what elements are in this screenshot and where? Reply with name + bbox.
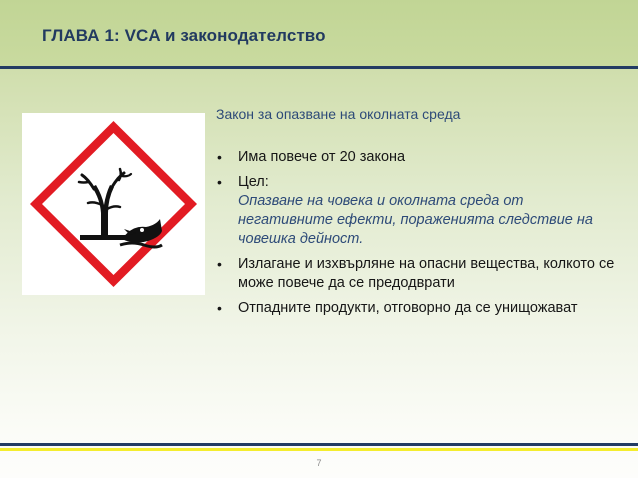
content-subtitle: Закон за опазване на околната среда	[216, 106, 461, 122]
list-item	[216, 299, 616, 318]
bullet-icon: •	[217, 149, 222, 165]
bullet-icon: •	[217, 300, 222, 316]
footer-divider-blue	[0, 443, 638, 446]
list-item	[216, 255, 616, 293]
bullet-icon: •	[217, 174, 222, 190]
list-item	[216, 148, 616, 167]
slide-content	[216, 106, 616, 324]
slide-title: ГЛАВА 1: VCA и законодателство	[42, 26, 326, 45]
bullet-icon: •	[217, 256, 222, 272]
page-number: 7	[316, 458, 322, 468]
bullet-text: Има повече от 20 закона	[238, 149, 406, 165]
hazard-sign	[22, 113, 205, 295]
list-item	[216, 173, 616, 249]
footer-divider-yellow	[0, 448, 638, 451]
bullet-text: Отпадните продукти, отговорно да се унищожават	[238, 300, 578, 316]
goal-detail: Опазване на човека и околната среда от негативните ефекти, пораженията следствие на човешка дейност.	[238, 193, 593, 247]
bullet-list	[216, 148, 616, 318]
bullet-text: Излагане и изхвърляне на опасни вещества, колкото се може повече да се предодврати	[238, 256, 615, 291]
header-divider	[0, 66, 638, 69]
environmental-hazard-icon	[22, 113, 205, 295]
bullet-text: Цел:	[238, 174, 269, 190]
